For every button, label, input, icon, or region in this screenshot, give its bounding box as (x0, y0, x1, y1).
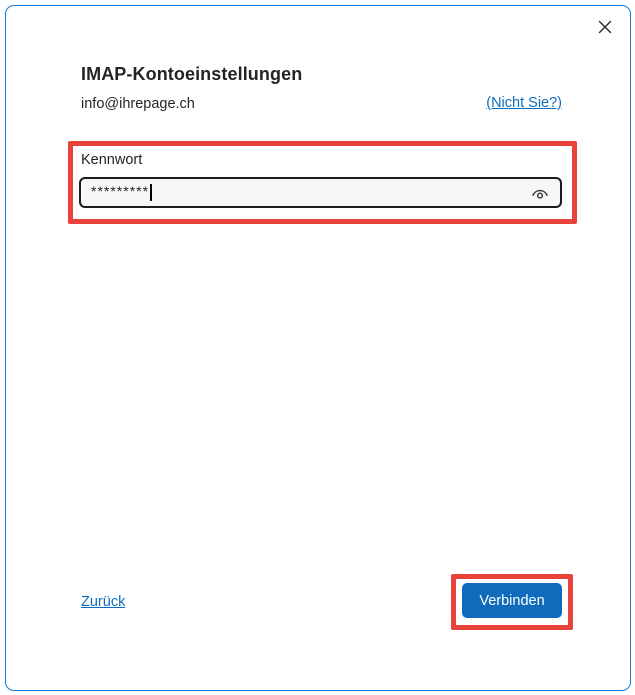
not-you-link[interactable]: (Nicht Sie?) (486, 95, 562, 111)
imap-settings-dialog (5, 5, 631, 691)
connect-button[interactable]: Verbinden (462, 583, 562, 618)
eye-icon (529, 182, 551, 204)
reveal-password-button[interactable] (528, 181, 552, 205)
close-button[interactable] (590, 14, 620, 40)
text-caret (150, 184, 152, 201)
back-link[interactable]: Zurück (81, 594, 126, 610)
password-label: Kennwort (81, 152, 143, 168)
page-title: IMAP-Kontoeinstellungen (81, 64, 303, 84)
account-email: info@ihrepage.ch (81, 96, 195, 112)
close-icon (597, 19, 613, 35)
password-masked-value: ********* (91, 182, 150, 199)
password-input[interactable] (79, 177, 562, 208)
